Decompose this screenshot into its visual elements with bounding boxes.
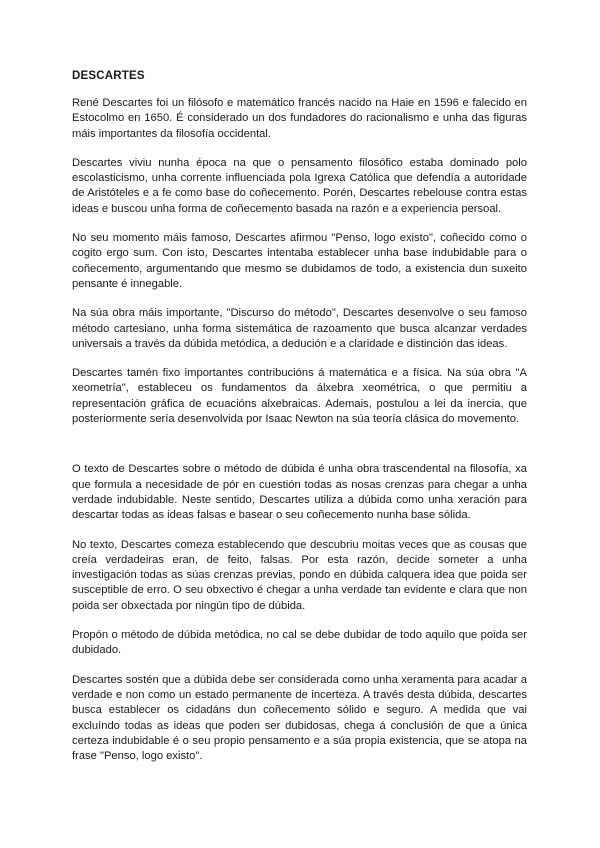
paragraph-4: Na súa obra máis importante, "Discurso do método", Descartes desenvolve o seu famoso método cartesiano, unha forma sistemática de razoamento que busca alcanzar verdades universais a través da dúbida metódica, a dedución e a claridade e distinción das ideas.	[72, 307, 527, 350]
paragraph-3: No seu momento máis famoso, Descartes afirmou "Penso, logo existo", coñecido como o cogito ergo sum. Con isto, Descartes intentaba establecer unha base indubidable para o coñecemento, argumentando que mesmo se dubidamos de todo, a existencia dun suxeito pensante é innegable.	[72, 232, 527, 290]
document-page	[72, 70, 527, 778]
paragraph-7: No texto, Descartes comeza establecendo que descubriu moitas veces que as cousas que creía verdadeiras eran, de feito, falsas. Por esta razón, decide someter a unha investigación todas as súas crenzas previas, pondo en dúbida calquera idea que poida ser susceptible de erro. O seu obxectivo é chegar a unha verdade tan evidente e clara que non poida ser obxectada por ningún tipo de dúbida.	[72, 538, 527, 612]
paragraph-6: O texto de Descartes sobre o método de dúbida é unha obra trascendental na filosofía, xa que formula a necesidade de pór en cuestión todas as nosas crenzas para chegar a unha verdade indubidable. Neste sentido, Descartes utiliza a dúbida como unha xeración para descartar todas as ideas falsas e basear o seu coñecemento nunha base sólida.	[72, 463, 527, 522]
paragraph-8: Propón o método de dúbida metódica, no cal se debe dubidar de todo aquilo que poida ser dubidado.	[72, 629, 527, 657]
document-title: DESCARTES	[72, 70, 145, 82]
paragraph-1: René Descartes foi un filósofo e matemático francés nacido na Haie en 1596 e falecido en Estocolmo en 1650. É considerado un dos fundadores do racionalismo e unha das figuras máis importantes da filosofía occidental.	[72, 97, 527, 140]
paragraph-5: Descartes tamén fixo importantes contribucións á matemática e a física. Na súa obra "A xeometría", estableceu os fundamentos da álxebra xeométrica, o que permitiu a representación gráfica de ecuacións alxebraicas. Ademais, postulou a lei da inercia, que posteriormente sería desenvolvida por Isaac Newton na súa teoría clásica do movemento.	[72, 367, 527, 426]
paragraph-2: Descartes viviu nunha época na que o pensamento filosófico estaba dominado polo escolasticismo, unha corrente influenciada pola Igrexa Católica que defendía a autoridade de Aristóteles e a fe como base do coñecemento. Porén, Descartes rebelouse contra estas ideas e buscou unha forma de coñecemento basada na razón e a experiencia persoal.	[72, 156, 527, 215]
paragraph-9: Descartes sostén que a dúbida debe ser considerada como unha xeramenta para acadar a verdade e non como un estado permanente de incerteza. A través desta dúbida, descartes busca establecer os cidadáns dun coñecemento sólido e seguro. A medida que vai excluíndo todas as ideas que poden ser dubidosas, chega á conclusión de que a única certeza indubidable é o seu propio pensamento e a súa propia existencia, que se atopa na frase "Penso, logo existo".	[72, 673, 527, 763]
